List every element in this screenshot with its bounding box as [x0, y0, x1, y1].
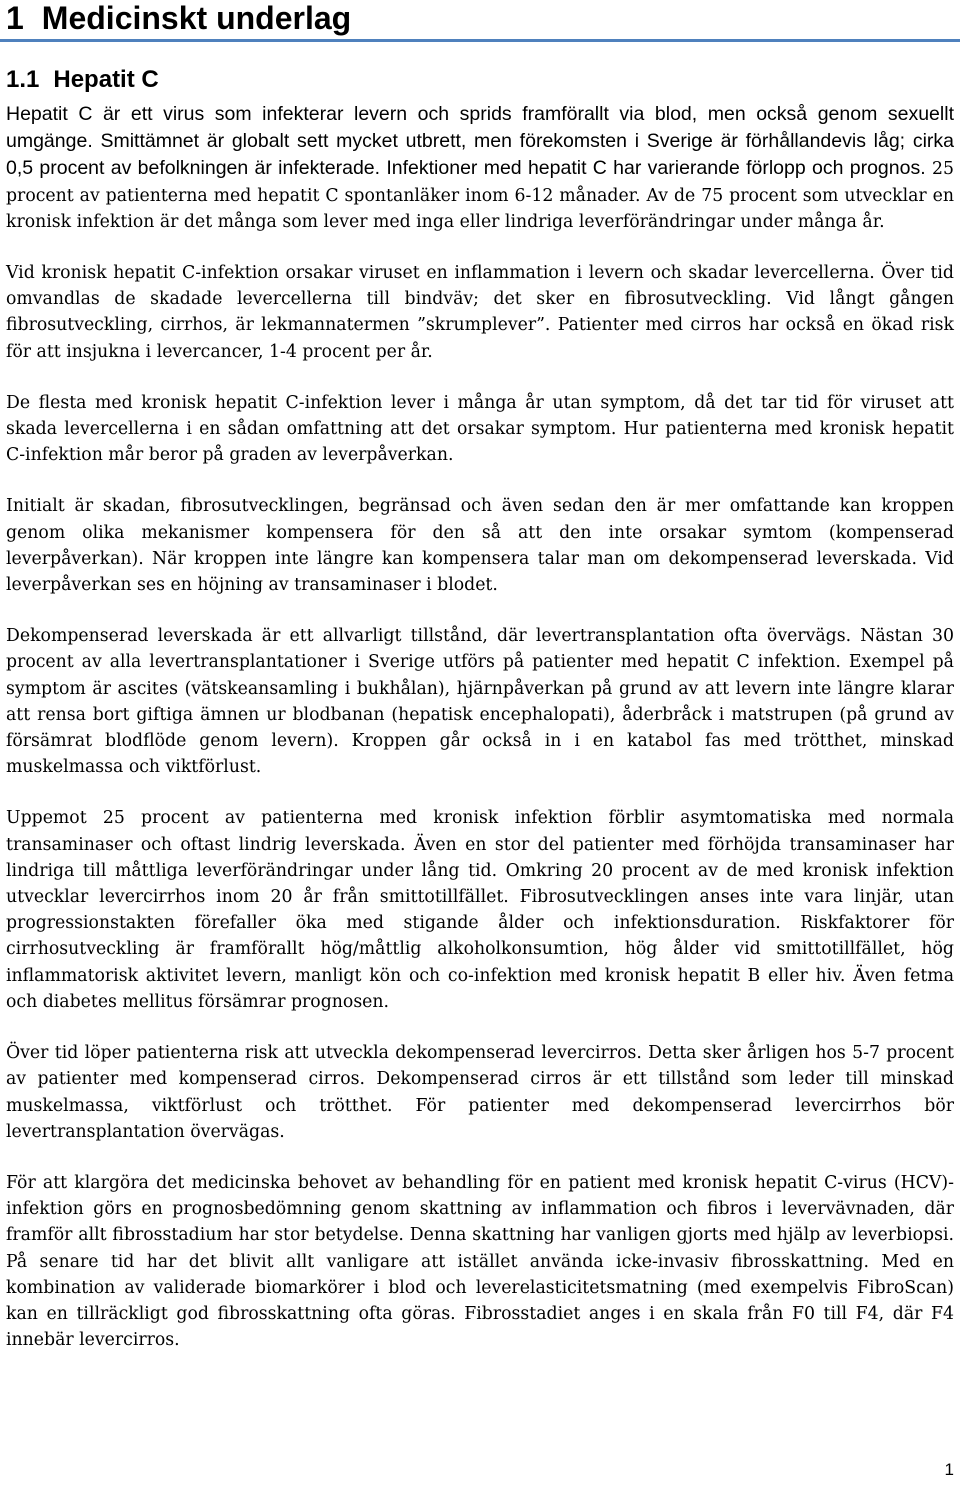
- paragraph-intro-sans-part: Hepatit C är ett virus som infekterar levern och sprids framförallt via blod, men också genom sexuellt umgänge. Smittämnet är globalt sett mycket utbrett, men förekomsten i Sverige är förhållandevis låg; cirka 0,5 procent av befolkningen är infekterade. Infektioner med hepatit C har varierande förlopp och prognos.: [6, 103, 954, 180]
- section-title: Hepatit C: [53, 66, 159, 93]
- paragraph-symptoms: De flesta med kronisk hepatit C-infektion lever i många år utan symptom, då det tar tid för viruset att skada levercellerna i en sådan omfattning att det orsakar symptom. Hur patienterna med kronisk hepatit C-infektion mår beror på graden av leverpåverkan.: [6, 392, 954, 466]
- section-heading: [6, 66, 159, 94]
- chapter-heading: [6, 0, 351, 36]
- chapter-number: 1: [6, 0, 24, 36]
- section-number: 1.1: [6, 66, 40, 93]
- paragraph-progression: Uppemot 25 procent av patienterna med kronisk infektion förblir asymtomatiska med normala transaminaser och oftast lindrig leverskada. Även en stor del patienter med förhöjda transaminaser har lindriga till måttliga leverförändringar under lång tid. Omkring 20 procent av de med kronisk infektion utvecklar levercirrhos inom 20 år från smittotillfället. Fibrosutvecklingen anses inte vara linjär, utan progressionstakten förefaller öka med stigande ålder och infektionsduration. Riskfaktorer för cirrhosutveckling är framförallt hög/måttlig alkoholkonsumtion, hög ålder vid smittotillfället, hög inflammatorisk aktivitet levern, manligt kön och co-infektion med kronisk hepatit B eller hiv. Även fetma och diabetes mellitus försämrar prognosen.: [6, 808, 954, 1012]
- body-text: [6, 101, 954, 1378]
- heading-rule: [0, 39, 960, 42]
- paragraph-intro: [6, 101, 954, 235]
- chapter-title: Medicinskt underlag: [41, 0, 352, 36]
- paragraph-risk-over-time: Över tid löper patienterna risk att utveckla dekompenserad levercirros. Detta sker årligen hos 5-7 procent av patienter med kompenserad cirros. Dekompenserad cirros är ett tillstånd som leder till minskad muskelmassa, viktförlust och trötthet. För patienter med dekompenserad levercirrhos bör levertransplantation övervägas.: [6, 1043, 954, 1142]
- paragraph-assessment: För att klargöra det medicinska behovet av behandling för en patient med kronisk hepatit C-virus (HCV)-infektion görs en prognosbedömning genom skattning av inflammation och fibros i levervävnaden, där framför allt fibrosstadium har stor betydelse. Denna skattning har vanligen gjorts med hjälp av leverbiopsi. På senare tid har det blivit allt vanligare att istället använda icke-invasiv fibrosskattning. Med en kombination av validerade biomarkörer i blod och leverelasticitetsmatning (med exempelvis FibroScan) kan en tillräckligt god fibrosskattning ofta göras. Fibrosstadiet anges i en skala från F0 till F4, där F4 innebär levercirros.: [6, 1172, 954, 1351]
- paragraph-decompensated: Dekompenserad leverskada är ett allvarligt tillstånd, där levertransplantation ofta övervägs. Nästan 30 procent av alla levertransplantationer i Sverige utförs på patienter med hepatit C infektion. Exempel på symptom är ascites (vätskeansamling i bukhålan), hjärnpåverkan på grund av att levern inte längre klarar att rensa bort giftiga ämnen ur blodbanan (hepatisk encephalopati), åderbråck i matstrupen (på grund av försämrat blodflöde genom levern). Kroppen går också in i en katabol fas med trötthet, minskad muskelmassa och viktförlust.: [6, 626, 954, 778]
- paragraph-intro-serif-part: 25 procent av patienterna med hepatit C spontanläker inom 6-12 månader. Av de 75 procent som utvecklar en kronisk infektion är det många som lever med inga eller lindriga leverförändringar under många år.: [6, 159, 955, 232]
- page-number: 1: [944, 1460, 954, 1479]
- paragraph-chronic-infection: Vid kronisk hepatit C-infektion orsakar viruset en inflammation i levern och skadar levercellerna. Över tid omvandlas de skadade levercellerna till bindväv; det sker en fibrosutveckling. Vid långt gången fibrosutveckling, cirrhos, är lekmannatermen ”skrumplever”. Patienter med cirros har också en ökad risk för att insjukna i levercancer, 1-4 procent per år.: [6, 263, 954, 362]
- paragraph-initial-damage: Initialt är skadan, fibrosutvecklingen, begränsad och även sedan den är mer omfattande kan kroppen genom olika mekanismer kompensera för den så att den inte orsakar symtom (kompenserad leverpåverkan). När kroppen inte längre kan kompensera talar man om dekompenserad leverskada. Vid leverpåverkan ses en höjning av transaminaser i blodet.: [6, 496, 954, 596]
